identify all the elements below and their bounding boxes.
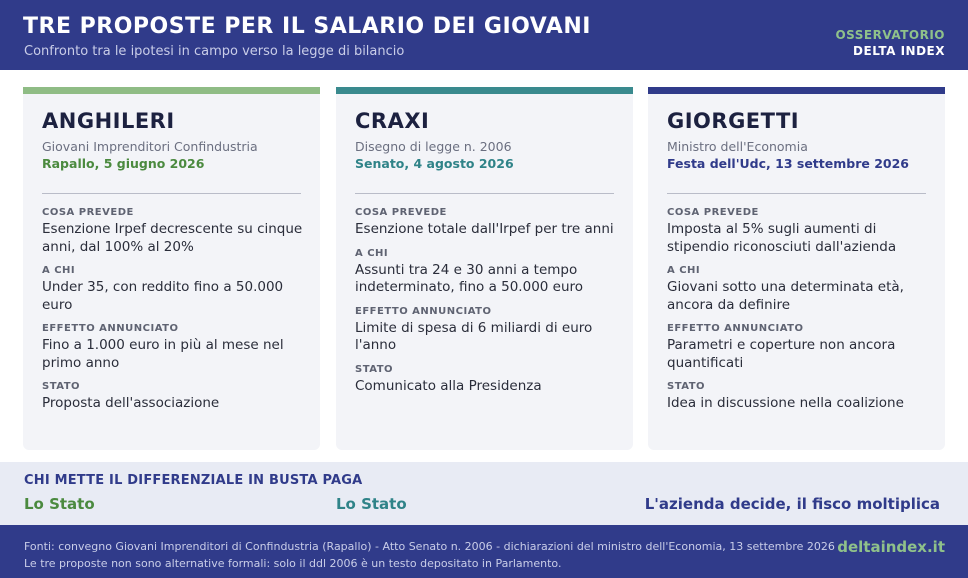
field-value: Idea in discussione nella coalizione (667, 395, 904, 411)
card-name: CRAXI (355, 109, 430, 133)
footer-note: Le tre proposte non sono alternative formali: solo il ddl 2006 è un testo depositato in Parlamento. (24, 557, 562, 570)
card-accent-bar (336, 87, 633, 94)
field-label: EFFETTO ANNUNCIATO (667, 323, 804, 334)
card-fields (355, 205, 625, 402)
card-divider (667, 193, 926, 194)
field-value: Giovani sotto una determinata età, ancora da definire (667, 279, 904, 313)
proposal-card-craxi (336, 87, 633, 450)
differential-question: CHI METTE IL DIFFERENZIALE IN BUSTA PAGA (24, 473, 363, 488)
footer-bar (0, 525, 968, 578)
card-divider (42, 193, 301, 194)
card-accent-bar (648, 87, 945, 94)
card-fields (667, 205, 937, 420)
field-label: COSA PREVEDE (667, 207, 759, 218)
field-label: STATO (667, 381, 706, 392)
field-cosa-prevede (355, 205, 625, 239)
field-label: A CHI (355, 247, 389, 259)
field-stato (355, 362, 625, 396)
proposal-card-giorgetti (648, 87, 945, 450)
header-banner (0, 0, 968, 70)
field-label: EFFETTO ANNUNCIATO (42, 323, 179, 334)
field-effetto-annunciato (42, 321, 312, 372)
card-name: ANGHILERI (42, 109, 175, 133)
field-label: STATO (42, 381, 81, 392)
brand-line-observatory: OSSERVATORIO (835, 28, 945, 42)
field-label: A CHI (42, 265, 76, 276)
field-value: Under 35, con reddito fino a 50.000 euro (42, 279, 284, 313)
field-label: COSA PREVEDE (355, 207, 447, 218)
footer-notes (24, 538, 835, 572)
differential-answer-giorgetti: L'azienda decide, il fisco moltiplica (644, 495, 940, 513)
card-role: Disegno di legge n. 2006 (355, 139, 512, 154)
field-stato (667, 379, 937, 413)
brand-line-delta-index: DELTA INDEX (853, 44, 945, 58)
card-accent-bar (23, 87, 320, 94)
field-value: Esenzione Irpef decrescente su cinque anni, dal 100% al 20% (42, 221, 303, 255)
card-event: Rapallo, 5 giugno 2026 (42, 156, 205, 171)
field-label: A CHI (667, 265, 701, 276)
card-fields (42, 205, 312, 420)
field-stato (42, 379, 312, 413)
field-cosa-prevede (667, 205, 937, 256)
card-event: Festa dell'Udc, 13 settembre 2026 (667, 156, 909, 171)
card-role: Giovani Imprenditori Confindustria (42, 139, 258, 154)
field-value: Fino a 1.000 euro in più al mese nel primo anno (42, 337, 284, 371)
field-value: Imposta al 5% sugli aumenti di stipendio riconosciuti dall'azienda (667, 221, 897, 255)
card-name: GIORGETTI (667, 109, 800, 133)
field-label: STATO (355, 363, 394, 375)
card-divider (355, 193, 614, 194)
field-effetto-annunciato (667, 321, 937, 372)
field-a-chi (355, 246, 625, 297)
field-effetto-annunciato (355, 304, 625, 355)
footer-site-link[interactable]: deltaindex.it (837, 538, 945, 556)
field-cosa-prevede (42, 205, 312, 256)
card-role: Ministro dell'Economia (667, 139, 808, 154)
differential-strip (0, 462, 968, 525)
field-value: Parametri e coperture non ancora quantificati (667, 337, 896, 371)
field-value: Esenzione totale dall'Irpef per tre anni (355, 221, 614, 237)
proposal-card-anghileri (23, 87, 320, 450)
page-title: TRE PROPOSTE PER IL SALARIO DEI GIOVANI (23, 14, 591, 39)
footer-sources: Fonti: convegno Giovani Imprenditori di Confindustria (Rapallo) - Atto Senato n. 2006 - dichiarazioni del ministro dell'Economia, 13 settembre 2026 (24, 540, 835, 553)
field-label: COSA PREVEDE (42, 207, 134, 218)
field-value: Proposta dell'associazione (42, 395, 220, 411)
field-value: Comunicato alla Presidenza (355, 377, 542, 394)
field-value: Limite di spesa di 6 miliardi di euro l'anno (355, 319, 593, 353)
differential-answer-anghileri: Lo Stato (24, 495, 95, 513)
differential-answer-craxi: Lo Stato (336, 495, 407, 513)
brand-logo (835, 27, 945, 59)
page-subtitle: Confronto tra le ipotesi in campo verso la legge di bilancio (24, 44, 405, 59)
card-event: Senato, 4 agosto 2026 (355, 156, 514, 171)
field-value: Assunti tra 24 e 30 anni a tempo indeterminato, fino a 50.000 euro (355, 261, 584, 295)
field-a-chi (667, 263, 937, 314)
field-a-chi (42, 263, 312, 314)
field-label: EFFETTO ANNUNCIATO (355, 305, 492, 317)
